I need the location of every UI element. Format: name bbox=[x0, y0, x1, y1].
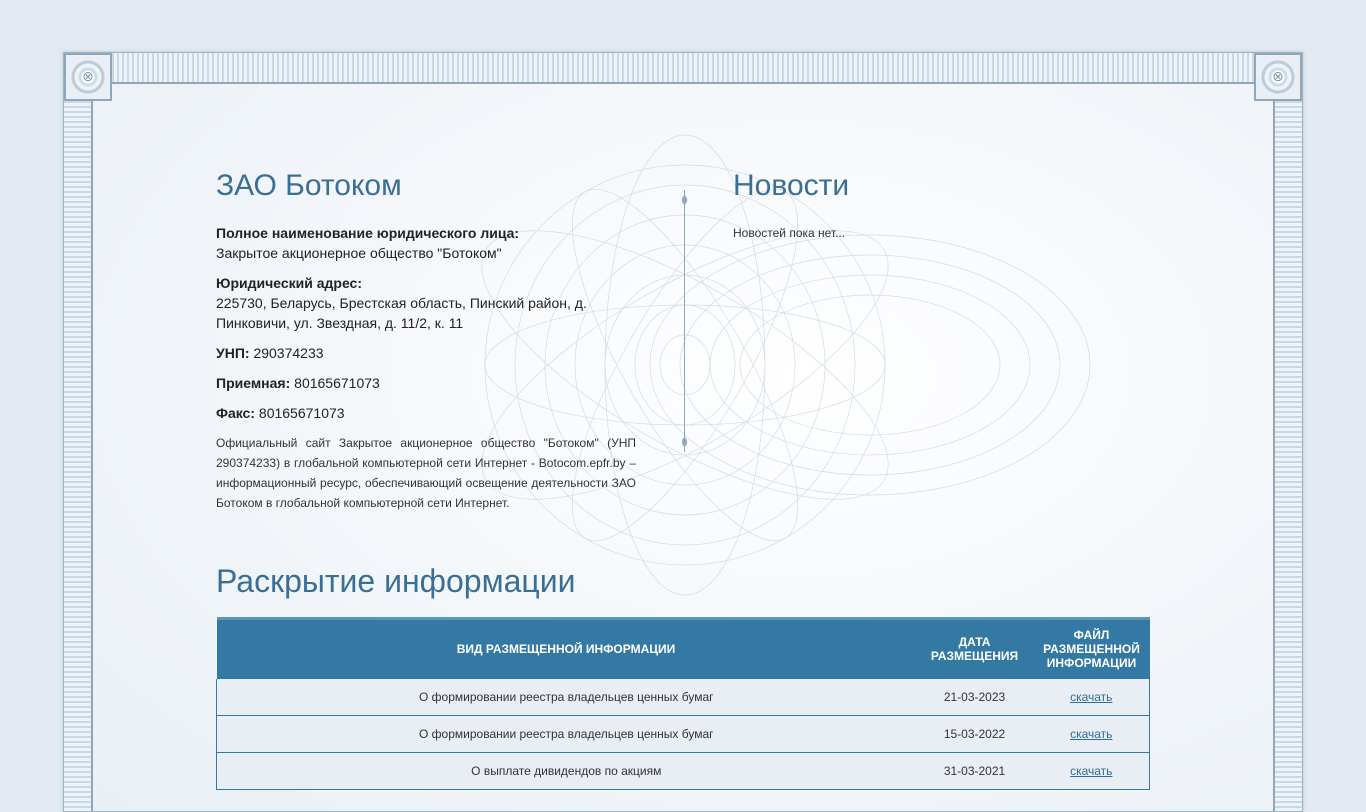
table-row bbox=[217, 753, 1150, 790]
address-field bbox=[216, 273, 636, 333]
row-type: О формировании реестра владельцев ценных бумаг bbox=[217, 679, 916, 716]
reception-label: Приемная: bbox=[216, 375, 291, 391]
unp-value: 290374233 bbox=[253, 345, 324, 361]
reception-field bbox=[216, 373, 636, 393]
address-value: 225730, Беларусь, Брестская область, Пинский район, д. Пинковичи, ул. Звездная, д. 11/2, к. 11 bbox=[216, 295, 587, 331]
column-header-file: ФАЙЛ РАЗМЕЩЕННОЙ ИНФОРМАЦИИ bbox=[1034, 619, 1150, 679]
disclosure-title: Раскрытие информации bbox=[216, 563, 576, 599]
row-date: 31-03-2021 bbox=[916, 753, 1034, 790]
company-description: Официальный сайт Закрытое акционерное общество "Ботоком" (УНП 290374233) в глобальной компьютерной сети Интернет - Botocom.epfr.by – информационный ресурс, обеспечивающий освещение деятельности ЗАО Ботоком в глобальной компьютерной сети Интернет. bbox=[216, 436, 636, 510]
row-file-cell bbox=[1034, 679, 1150, 716]
company-title: ЗАО Ботоком bbox=[216, 169, 402, 202]
column-header-type: ВИД РАЗМЕЩЕННОЙ ИНФОРМАЦИИ bbox=[217, 619, 916, 679]
frame-corner-ornament-icon: ⊗ bbox=[64, 53, 112, 101]
fax-value: 80165671073 bbox=[258, 405, 345, 421]
row-file-cell bbox=[1034, 716, 1150, 753]
disclosure-table bbox=[216, 617, 1150, 790]
table-header-row bbox=[217, 619, 1150, 679]
frame-corner-ornament-icon: ⊗ bbox=[1254, 53, 1302, 101]
unp-label: УНП: bbox=[216, 345, 250, 361]
unp-field bbox=[216, 343, 636, 363]
column-header-date: ДАТА РАЗМЕЩЕНИЯ bbox=[916, 619, 1034, 679]
table-row bbox=[217, 716, 1150, 753]
table-row bbox=[217, 679, 1150, 716]
row-type: О выплате дивидендов по акциям bbox=[217, 753, 916, 790]
row-date: 21-03-2023 bbox=[916, 679, 1034, 716]
frame-border-right bbox=[1273, 101, 1302, 811]
news-section bbox=[733, 168, 1153, 243]
news-title: Новости bbox=[733, 169, 850, 202]
news-empty-text: Новостей пока нет... bbox=[733, 226, 846, 240]
full-name-value: Закрытое акционерное общество "Ботоком" bbox=[216, 245, 502, 261]
frame-border-top bbox=[112, 53, 1254, 84]
column-divider bbox=[684, 190, 685, 452]
row-date: 15-03-2022 bbox=[916, 716, 1034, 753]
row-type: О формировании реестра владельцев ценных бумаг bbox=[217, 716, 916, 753]
company-info bbox=[216, 168, 636, 513]
fax-label: Факс: bbox=[216, 405, 256, 421]
download-link[interactable]: скачать bbox=[1070, 689, 1113, 704]
address-label: Юридический адрес: bbox=[216, 275, 362, 291]
reception-value: 80165671073 bbox=[294, 375, 380, 391]
full-name-field bbox=[216, 223, 636, 263]
frame-border-left bbox=[64, 101, 93, 811]
download-link[interactable]: скачать bbox=[1070, 727, 1113, 741]
fax-field bbox=[216, 403, 636, 423]
download-link[interactable]: скачать bbox=[1070, 764, 1113, 778]
row-file-cell bbox=[1034, 753, 1150, 790]
full-name-label: Полное наименование юридического лица: bbox=[216, 225, 520, 241]
